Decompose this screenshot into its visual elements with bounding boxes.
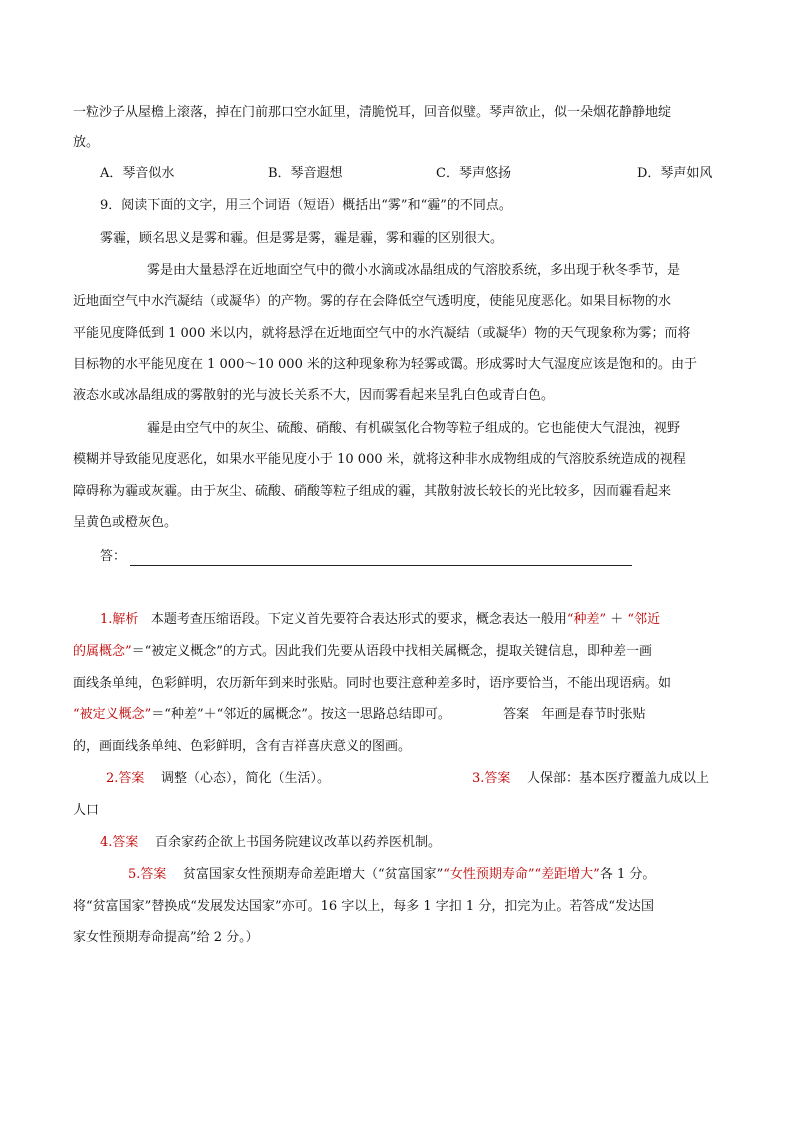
solution-1-line: 面线条单纯，色彩鲜明，农历新年到来时张贴。同时也要注意种差多时，语序要恰当，不能出现语病。如 [73,676,672,691]
paragraph-line: 目标物的水平能见度在 1 000～10 000 米的这种现象称为轻雾或霭。形成雾时大气湿度应该是饱和的。由于 [73,357,697,372]
solution-5-line [128,866,655,884]
passage-line: 放。 [73,135,100,150]
solution-term: 的属概念” [73,644,132,659]
paragraph-line: 模糊并导致能见度恶化，如果水平能见度小于 10 000 米，就将这种非水成物组成的气溶胶系统造成的视程 [73,452,686,467]
solution-text: 本题考查压缩语段。下定义首先要符合表达形式的要求，概念表达一般用 [150,612,567,627]
solution-1-line [100,611,660,629]
paragraph-line: 霾是由空气中的灰尘、硫酸、硝酸、有机碳氢化合物等粒子组成的。它也能使大气混浊，视野 [147,421,681,436]
solution-3-line: 人口 [73,803,100,818]
option-d: D．琴声如风 [637,166,713,181]
solution-4-line [100,834,441,852]
paragraph-line: 呈黄色或橙灰色。 [73,515,178,530]
paragraph-line: 平能见度降低到 1 000 米以内，就将悬浮在近地面空气中的水汽凝结（或凝华）物的天气现象称为雾；而将 [73,326,691,341]
paragraph-line: 雾是由大量悬浮在近地面空气中的微小水滴或冰晶组成的气溶胶系统，多出现于秋冬季节，是 [147,263,681,278]
solution-term: “邻近 [627,612,661,627]
answer-text: 人保部：基本医疗覆盖九成以上 [526,771,709,786]
answer-text: 调整（心态），简化（生活）。 [160,771,330,786]
question-intro: 雾霾，顾名思义是雾和霾。但是雾是雾，霾是霾，雾和霾的区别很大。 [100,231,504,246]
solution-5-line: 将“贫富国家”替换成“发展发达国家”亦可。16 字以上，每多 1 字扣 1 分，扣完为止。若答成“发达国 [73,899,654,914]
solution-term: “女性预期寿命”“差距增大” [443,867,600,882]
solution-3-line [472,770,709,788]
paragraph-line: 障碍称为霾或灰霾。由于灰尘、硫酸、硝酸等粒子组成的霾，其散射波长较长的光比较多，因而霾看起来 [73,484,672,499]
solution-3-label: 3.答案 [472,771,511,786]
answer-tag: 答案 [503,707,530,722]
option-b: B．琴音遐想 [268,166,343,181]
solution-2-line [106,770,330,788]
answer-text: 百余家药企欲上书国务院建议改革以药养医机制。 [154,835,441,850]
question-stem: 9．阅读下面的文字，用三个词语（短语）概括出“雾”和“霾”的不同点。 [100,198,512,213]
solution-5-line: 家女性预期寿命提高”给 2 分。） [73,930,259,945]
solution-text: ＝“种差”＋“邻近的属概念”。按这一思路总结即可。 [151,707,451,722]
solution-1-line [73,706,646,724]
passage-line: 一粒沙子从屋檐上滚落，掉在门前那口空水缸里，清脆悦耳，回音似璧。琴声欲止，似一朵烟花静静地绽 [73,105,672,120]
solution-term: “被定义概念” [73,707,152,722]
solution-2-label: 2.答案 [106,771,145,786]
solution-term: “种差” [566,612,607,627]
answer-text: 各 1 分。 [599,867,656,882]
answer-text: 贫富国家女性预期寿命差距增大（“贫富国家” [182,867,444,882]
answer-text: 年画是春节时张贴 [541,707,646,722]
answer-blank-line [130,565,632,566]
solution-1-line [73,643,652,661]
solution-text: ＋ [610,612,624,627]
option-a: A．琴音似水 [100,166,175,181]
paragraph-line: 液态水或冰晶组成的雾散射的光与波长关系不大，因而雾看起来呈乳白色或青白色。 [73,388,555,403]
solution-5-label: 5.答案 [128,867,167,882]
answer-label: 答： [100,549,127,564]
solution-1-line: 的，画面线条单纯、色彩鲜明，含有吉祥喜庆意义的图画。 [73,739,412,754]
solution-1-label: 1.解析 [100,612,139,627]
solution-4-label: 4.答案 [100,835,139,850]
solution-text: ＝“被定义概念”的方式。因此我们先要从语段中找相关属概念，提取关键信息，即种差一画 [131,644,652,659]
option-c: C．琴声悠扬 [436,166,511,181]
paragraph-line: 近地面空气中水汽凝结（或凝华）的产物。雾的存在会降低空气透明度，使能见度恶化。如果目标物的水 [73,294,672,309]
